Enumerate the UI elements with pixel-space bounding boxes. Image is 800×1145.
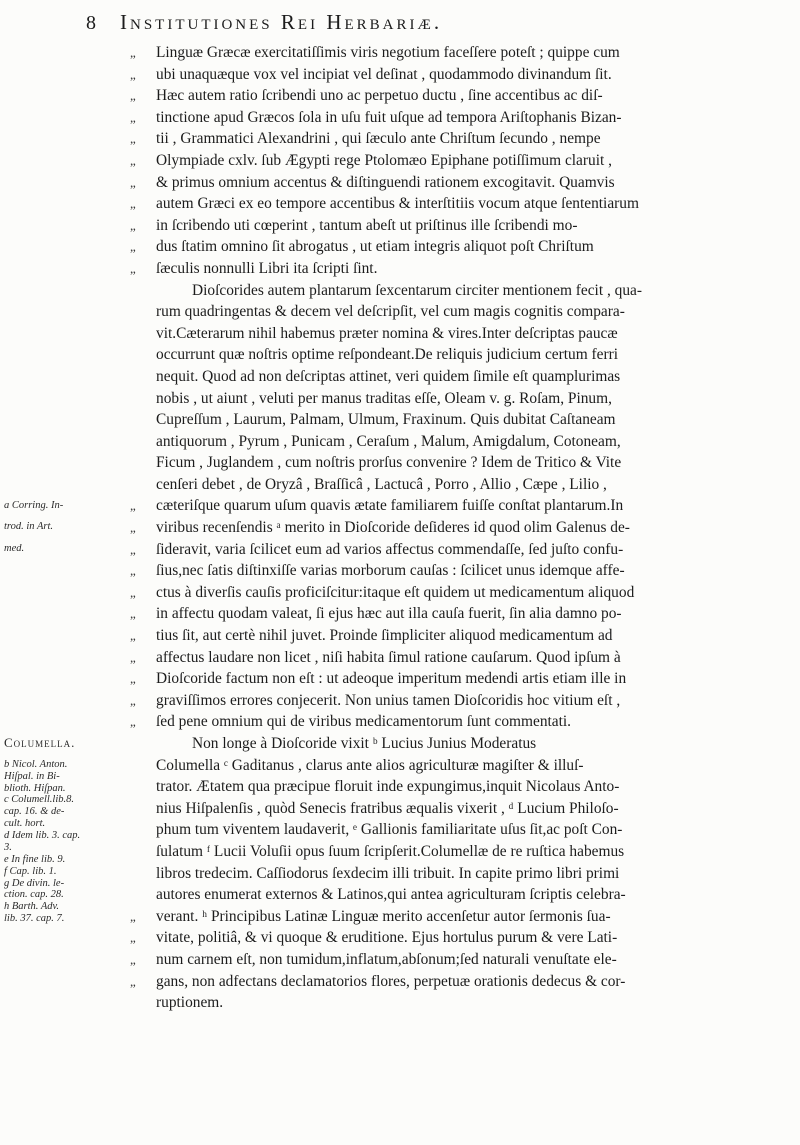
- text-line: [130, 474, 780, 496]
- quote-mark: [130, 388, 156, 410]
- marginal-note: trod. in Art.: [4, 521, 54, 533]
- text-line: [130, 64, 780, 86]
- quote-mark: „: [130, 131, 136, 147]
- line-text: verant. ʰ Principibus Latinæ Linguæ merito accenſetur autor ſermonis ſua-: [156, 907, 611, 925]
- line-text: in affectu quodam valeat, ſi ejus hæc aut illa cauſa fuerit, ſin alia damno po-: [156, 605, 622, 623]
- quote-mark: „: [130, 930, 136, 946]
- text-line: [130, 236, 780, 258]
- line-text: tinctione apud Græcos ſola in uſu fuit uſque ad tempora Ariſtophanis Bizan-: [156, 108, 622, 126]
- marginal-note: lib. 37. cap. 7.: [4, 913, 65, 925]
- line-text: ſulatum ᶠ Lucii Voluſii opus ſuum ſcripſerit.Columellæ de re ruſtica habemus: [156, 842, 625, 860]
- marginal-heading: Columella.: [4, 737, 76, 750]
- page-number: 8: [86, 12, 96, 34]
- line-text: & primus omnium accentus & diſtinguendi rationem excogitavit. Quamvis: [156, 173, 615, 191]
- marginal-note: cap. 16. & de-: [4, 806, 65, 818]
- quote-mark: [130, 409, 156, 431]
- text-line: [130, 582, 780, 604]
- quote-mark: „: [130, 671, 136, 687]
- text-line: [130, 258, 780, 280]
- quote-mark: „: [130, 649, 136, 665]
- text-line: [130, 927, 780, 949]
- line-text: Olympiade cxlv. ſub Ægypti rege Ptolomæo Epiphane potiſſimum claruit ,: [156, 151, 612, 169]
- line-text: trator. Ætatem qua præcipue floruit inde expungimus,inquit Nicolaus Anto-: [156, 778, 620, 796]
- line-text: phum tum viventem laudaverit, ᵉ Gallionis familiaritate uſus ſit,ac poſt Con-: [156, 821, 623, 839]
- text-line: [130, 776, 780, 798]
- line-text: Non longe à Dioſcoride vixit ᵇ Lucius Junius Moderatus: [192, 735, 537, 752]
- text-line: [130, 560, 780, 582]
- marginal-note: blioth. Hiſpan.: [4, 782, 66, 794]
- quote-mark: [130, 452, 156, 474]
- quote-mark: „: [130, 239, 136, 255]
- quote-mark: „: [130, 908, 136, 924]
- marginal-note: b Nicol. Anton.: [4, 758, 68, 770]
- quote-mark: [130, 755, 156, 777]
- marginal-note: ction. cap. 28.: [4, 889, 64, 901]
- line-text: affectus laudare non licet , niſi habita ſimul ratione cauſarum. Quod ipſum à: [156, 648, 621, 666]
- text-line: [130, 215, 780, 237]
- text-line: [130, 150, 780, 172]
- text-line: [130, 107, 780, 129]
- line-text: viribus recenſendis ᵃ merito in Dioſcoride deſideres id quod olim Galenus de-: [156, 519, 630, 537]
- quote-mark: „: [130, 606, 136, 622]
- text-line: [130, 193, 780, 215]
- quote-mark: „: [130, 66, 136, 82]
- quote-mark: [130, 733, 156, 755]
- marginal-note: cult. hort.: [4, 818, 46, 830]
- marginal-note: a Corring. In-: [4, 499, 64, 511]
- line-text: ctus à diverſis cauſis proficiſcitur:itaque eſt quidem ut medicamentum aliquod: [156, 583, 635, 601]
- text-line: [130, 690, 780, 712]
- line-text: autem Græci ex eo tempore accentibus & interſtitiis vocum atque ſententiarum: [156, 195, 639, 213]
- line-text: Linguæ Græcæ exercitatiſſimis viris negotium faceſſere poteſt ; quippe cum: [156, 44, 620, 61]
- text-line: [130, 884, 780, 906]
- quote-mark: „: [130, 714, 136, 730]
- marginal-note: g De divin. le-: [4, 877, 65, 889]
- quote-mark: [130, 323, 156, 345]
- text-line: [130, 172, 780, 194]
- quote-mark: „: [130, 217, 136, 233]
- body-text: [130, 42, 780, 1014]
- marginal-note: 3.: [4, 841, 12, 853]
- line-text: libros tredecim. Caſſiodorus ſexdecim illi tribuit. In capite primo libri primi: [156, 864, 620, 882]
- line-text: Hæc autem ratio ſcribendi uno ac perpetuo ductu , ſine accentibus ac diſ-: [156, 87, 603, 105]
- line-text: ſius,nec ſatis diſtinxiſſe varias morborum cauſas : ſcilicet unus idemque affe-: [156, 562, 625, 580]
- text-line: [130, 495, 780, 517]
- quote-mark: „: [130, 541, 136, 557]
- text-line: [130, 733, 780, 755]
- quote-mark: „: [130, 88, 136, 104]
- marginal-note: h Barth. Adv.: [4, 901, 60, 913]
- running-title: Institutiones Rei Herbariæ.: [120, 10, 443, 34]
- line-text: nequit. Quod ad non deſcriptas attinet, veri quidem ſimile eſt quamplurimas: [156, 367, 621, 385]
- quote-mark: [130, 280, 156, 302]
- text-line: [130, 344, 780, 366]
- text-line: [130, 949, 780, 971]
- line-text: graviſſimos errores conjecerit. Non unius tamen Dioſcoridis hoc vitium eſt ,: [156, 691, 621, 709]
- marginal-note: c Columell.lib.8.: [4, 794, 74, 806]
- quote-mark: [130, 301, 156, 323]
- text-line: [130, 128, 780, 150]
- quote-mark: [130, 431, 156, 453]
- text-line: [130, 323, 780, 345]
- text-line: [130, 603, 780, 625]
- text-line: [130, 841, 780, 863]
- line-text: Dioſcorides autem plantarum ſexcentarum circiter mentionem fecit , qua-: [192, 281, 642, 299]
- line-text: Ficum , Juglandem , cum noſtris prorſus convenire ? Idem de Tritico & Vite: [156, 454, 622, 472]
- text-line: [130, 517, 780, 539]
- marginal-note: f Cap. lib. 1.: [4, 865, 57, 877]
- text-line: [130, 431, 780, 453]
- line-text: cæteriſque quarum uſum quavis ætate familiarem fuiſſe conſtat plantarum.In: [156, 497, 624, 515]
- quote-mark: [130, 841, 156, 863]
- line-text: tius ſit, aut certè nihil juvet. Proinde ſimpliciter aliquod medicamentum ad: [156, 627, 613, 645]
- text-line: [130, 863, 780, 885]
- quote-mark: „: [130, 951, 136, 967]
- text-line: [130, 42, 780, 64]
- line-text: num carnem eſt, non tumidum,inflatum,abſonum;ſed naturali venuſtate ele-: [156, 950, 617, 968]
- line-text: Cupreſſum , Laurum, Palmam, Ulmum, Fraxinum. Quis dubitat Caſtaneam: [156, 411, 616, 429]
- page-header: [86, 10, 726, 38]
- quote-mark: „: [130, 152, 136, 168]
- line-text: Columella ᶜ Gaditanus , clarus ante alios agriculturæ magiſter & illuſ-: [156, 756, 584, 774]
- text-line: [130, 971, 780, 993]
- quote-mark: „: [130, 584, 136, 600]
- quote-mark: „: [130, 973, 136, 989]
- quote-mark: „: [130, 563, 136, 579]
- text-line: [130, 992, 780, 1014]
- line-text: ubi unaquæque vox vel incipiat vel deſinat , quodammodo divinandum ſit.: [156, 65, 612, 83]
- line-text: tii , Grammatici Alexandrini , qui ſæculo ante Chriſtum ſecundo , nempe: [156, 130, 601, 148]
- text-line: [130, 366, 780, 388]
- line-text: Dioſcoride factum non eſt : ut adeoque imperitum medendi artis etiam ille in: [156, 670, 627, 688]
- line-text: occurrunt quæ noſtris optime reſpondeant.De reliquis judicium certum ferri: [156, 346, 619, 364]
- quote-mark: [130, 344, 156, 366]
- quote-mark: „: [130, 520, 136, 536]
- quote-mark: „: [130, 692, 136, 708]
- quote-mark: [130, 776, 156, 798]
- text-line: [130, 798, 780, 820]
- quote-mark: „: [130, 45, 136, 60]
- quote-mark: [130, 992, 156, 1014]
- quote-mark: „: [130, 260, 136, 276]
- line-text: nius Hiſpalenſis , quòd Senecis fratribus æqualis vixerit , ᵈ Lucium Philoſo-: [156, 799, 619, 817]
- quote-mark: [130, 863, 156, 885]
- text-line: [130, 755, 780, 777]
- line-text: ſæculis nonnulli Libri ita ſcripti ſint.: [156, 259, 378, 277]
- line-text: ruptionem.: [156, 994, 224, 1012]
- line-text: in ſcribendo uti cœperint , tantum abeſt ut priſtinus ille ſcribendi mo-: [156, 216, 578, 234]
- text-line: [130, 647, 780, 669]
- quote-mark: „: [130, 196, 136, 212]
- marginal-note: med.: [4, 542, 25, 554]
- text-line: [130, 85, 780, 107]
- line-text: ſideravit, varia ſcilicet eum ad varios affectus commendaſſe, ſed juſto confu-: [156, 540, 624, 558]
- marginal-note: d Idem lib. 3. cap.: [4, 830, 81, 842]
- line-text: cenſeri debet , de Oryzâ , Braſſicâ , Lactucâ , Porro , Allio , Cæpe , Lilio ,: [156, 475, 607, 493]
- text-line: [130, 388, 780, 410]
- line-text: vit.Cæterarum nihil habemus præter nomina & vires.Inter deſcriptas paucæ: [156, 324, 618, 342]
- text-line: [130, 625, 780, 647]
- quote-mark: [130, 474, 156, 496]
- line-text: nobis , ut aiunt , veluti per manus traditas eſſe, Oleam v. g. Roſam, Pinum,: [156, 389, 612, 407]
- quote-mark: „: [130, 174, 136, 190]
- quote-mark: „: [130, 498, 136, 514]
- line-text: dus ſtatim omnino ſit abrogatus , ut etiam integris aliquot poſt Chriſtum: [156, 238, 594, 256]
- text-line: [130, 452, 780, 474]
- text-line: [130, 539, 780, 561]
- text-line: [130, 668, 780, 690]
- text-line: [130, 280, 780, 302]
- line-text: gans, non adfectans declamatorios flores, perpetuæ orationis dedecus & cor-: [156, 972, 626, 990]
- line-text: vitate, politiâ, & vi quoque & eruditione. Ejus hortulus purum & vere Lati-: [156, 929, 618, 947]
- marginal-note: Hiſpal. in Bi-: [4, 770, 60, 782]
- quote-mark: [130, 798, 156, 820]
- text-line: [130, 711, 780, 733]
- quote-mark: [130, 366, 156, 388]
- quote-mark: „: [130, 628, 136, 644]
- text-line: [130, 409, 780, 431]
- line-text: antiquorum , Pyrum , Punicam , Ceraſum , Malum, Amigdalum, Cotoneam,: [156, 432, 621, 450]
- marginal-note: e In fine lib. 9.: [4, 853, 66, 865]
- line-text: ſed pene omnium qui de viribus medicamentorum ſunt commentati.: [156, 713, 572, 731]
- text-line: [130, 819, 780, 841]
- text-line: [130, 906, 780, 928]
- quote-mark: [130, 819, 156, 841]
- text-line: [130, 301, 780, 323]
- line-text: rum quadringentas & decem vel deſcripſit, vel cum magis cognitis compara-: [156, 303, 625, 321]
- line-text: autores enumerat externos & Latinos,qui antea agriculturam ſcriptis celebra-: [156, 886, 626, 904]
- quote-mark: „: [130, 109, 136, 125]
- quote-mark: [130, 884, 156, 906]
